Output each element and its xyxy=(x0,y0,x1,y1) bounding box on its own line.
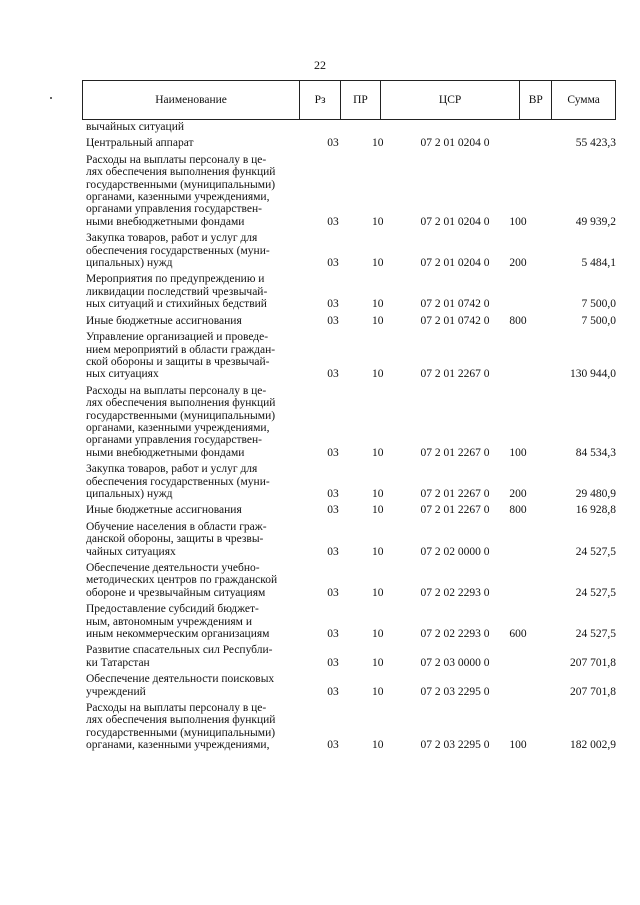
row-name: Иные бюджетные ассигнования xyxy=(86,314,242,327)
row-sum: 24 527,5 xyxy=(575,628,616,641)
row-rz: 03 xyxy=(327,137,339,150)
row-csr: 07 2 01 2267 0 xyxy=(420,368,490,381)
header-vr: ВР xyxy=(520,81,552,119)
row-sum: 84 534,3 xyxy=(575,446,616,459)
table-row xyxy=(86,232,616,269)
row-rz: 03 xyxy=(327,628,339,641)
row-vr: 200 xyxy=(509,257,527,270)
row-rz: 03 xyxy=(327,739,339,752)
row-name: Расходы на выплаты персоналу в це- лях обеспечения выполнения функций государственными (муниципальными) органами, казенными учреждениями, органами управления государствен- ными внебюджетными фондами xyxy=(86,153,276,228)
row-sum: 29 480,9 xyxy=(575,487,616,500)
header-pr: ПР xyxy=(341,81,381,119)
row-sum: 55 423,3 xyxy=(575,137,616,150)
row-pr: 10 xyxy=(372,314,384,327)
row-pr: 10 xyxy=(372,656,384,669)
row-csr: 07 2 02 0000 0 xyxy=(420,545,490,558)
table-row xyxy=(86,562,616,599)
row-name: Закупка товаров, работ и услуг для обеспечения государственных (муни- ципальных) нужд xyxy=(86,463,270,500)
row-sum: 207 701,8 xyxy=(570,685,616,698)
table-header xyxy=(82,80,616,120)
row-rz: 03 xyxy=(327,257,339,270)
table-row xyxy=(86,603,616,640)
row-csr: 07 2 03 0000 0 xyxy=(420,656,490,669)
row-rz: 03 xyxy=(327,368,339,381)
row-name: Закупка товаров, работ и услуг для обеспечения государственных (муни- ципальных) нужд xyxy=(86,232,270,270)
page-number: 22 xyxy=(314,58,326,72)
row-name: Обеспечение деятельности поисковых учреждений xyxy=(86,673,275,698)
row-pr: 10 xyxy=(372,257,384,270)
row-name: Обеспечение деятельности учебно- методических центров по гражданской обороне и чрезвычайным ситуациям xyxy=(86,562,278,599)
table-row xyxy=(86,521,616,558)
row-name: вычайных ситуаций xyxy=(86,121,185,133)
table-row xyxy=(86,463,616,500)
table-row xyxy=(86,273,616,310)
row-name: Мероприятия по предупреждению и ликвидации последствий чрезвычай- ных ситуаций и стихийных бедствий xyxy=(86,273,268,311)
row-csr: 07 2 03 2295 0 xyxy=(420,739,490,752)
row-pr: 10 xyxy=(372,586,384,599)
table-row xyxy=(86,504,616,516)
table-row xyxy=(86,315,616,327)
row-sum: 24 527,5 xyxy=(575,545,616,558)
row-sum: 5 484,1 xyxy=(581,257,616,270)
row-vr: 100 xyxy=(509,215,527,228)
row-name: Предоставление субсидий бюджет- ным, автономным учреждениям и иным некоммерческим организациям xyxy=(86,603,270,641)
row-rz: 03 xyxy=(327,314,339,327)
row-sum: 130 944,0 xyxy=(570,368,616,381)
row-sum: 207 701,8 xyxy=(570,656,616,669)
row-sum: 182 002,9 xyxy=(570,739,616,752)
row-pr: 10 xyxy=(372,487,384,500)
table-row xyxy=(86,137,616,149)
row-csr: 07 2 01 2267 0 xyxy=(420,446,490,459)
row-csr: 07 2 01 2267 0 xyxy=(420,487,490,500)
table-row xyxy=(86,702,616,752)
table-row xyxy=(86,673,616,698)
header-name: Наименование xyxy=(83,81,300,119)
table-row xyxy=(86,331,616,381)
row-pr: 10 xyxy=(372,545,384,558)
row-csr: 07 2 02 2293 0 xyxy=(420,628,490,641)
row-name: Расходы на выплаты персоналу в це- лях обеспечения выполнения функций государственными (муниципальными) органами, казенными учреждениями, xyxy=(86,702,276,752)
table-row xyxy=(86,644,616,669)
row-sum: 7 500,0 xyxy=(581,298,616,311)
row-vr: 800 xyxy=(509,314,527,327)
row-csr: 07 2 01 0204 0 xyxy=(420,257,490,270)
row-rz: 03 xyxy=(327,685,339,698)
row-csr: 07 2 01 0204 0 xyxy=(420,215,490,228)
row-name: Управление организацией и проведе- нием мероприятий в области граждан- ской обороны и защиты в чрезвычай- ных ситуациях xyxy=(86,331,276,381)
row-csr: 07 2 01 0204 0 xyxy=(420,137,490,150)
header-csr: ЦСР xyxy=(381,81,520,119)
row-csr: 07 2 01 2267 0 xyxy=(420,504,490,517)
row-sum: 24 527,5 xyxy=(575,586,616,599)
row-vr: 600 xyxy=(509,628,527,641)
row-rz: 03 xyxy=(327,298,339,311)
row-vr: 100 xyxy=(509,446,527,459)
header-sum: Сумма xyxy=(567,94,600,106)
row-rz: 03 xyxy=(327,504,339,517)
row-name: Обучение населения в области граж- данской обороны, защиты в чрезвы- чайных ситуациях xyxy=(86,520,267,558)
row-rz: 03 xyxy=(327,487,339,500)
row-sum: 16 928,8 xyxy=(575,504,616,517)
scan-speck xyxy=(50,97,52,99)
row-vr: 800 xyxy=(509,504,527,517)
table-row xyxy=(86,385,616,459)
row-name: Иные бюджетные ассигнования xyxy=(86,504,242,517)
row-pr: 10 xyxy=(372,298,384,311)
row-sum: 49 939,2 xyxy=(575,215,616,228)
row-csr: 07 2 02 2293 0 xyxy=(420,586,490,599)
row-vr: 200 xyxy=(509,487,527,500)
table-body xyxy=(86,121,616,756)
row-pr: 10 xyxy=(372,137,384,150)
row-pr: 10 xyxy=(372,446,384,459)
row-name: Центральный аппарат xyxy=(86,137,194,150)
table-row xyxy=(86,154,616,228)
table-row xyxy=(86,121,616,133)
row-rz: 03 xyxy=(327,215,339,228)
row-rz: 03 xyxy=(327,545,339,558)
row-name: Расходы на выплаты персоналу в це- лях обеспечения выполнения функций государственными (муниципальными) органами, казенными учреждениями, органами управления государствен- ными внебюджетными фондами xyxy=(86,384,276,459)
row-pr: 10 xyxy=(372,628,384,641)
row-pr: 10 xyxy=(372,368,384,381)
row-vr: 100 xyxy=(509,739,527,752)
row-csr: 07 2 01 0742 0 xyxy=(420,298,490,311)
header-rz: Рз xyxy=(300,81,341,119)
row-pr: 10 xyxy=(372,504,384,517)
row-pr: 10 xyxy=(372,215,384,228)
row-name: Развитие спасательных сил Республи- ки Татарстан xyxy=(86,644,273,669)
row-rz: 03 xyxy=(327,446,339,459)
row-csr: 07 2 01 0742 0 xyxy=(420,314,490,327)
row-csr: 07 2 03 2295 0 xyxy=(420,685,490,698)
row-pr: 10 xyxy=(372,739,384,752)
row-sum: 7 500,0 xyxy=(581,314,616,327)
row-rz: 03 xyxy=(327,586,339,599)
row-pr: 10 xyxy=(372,685,384,698)
row-rz: 03 xyxy=(327,656,339,669)
